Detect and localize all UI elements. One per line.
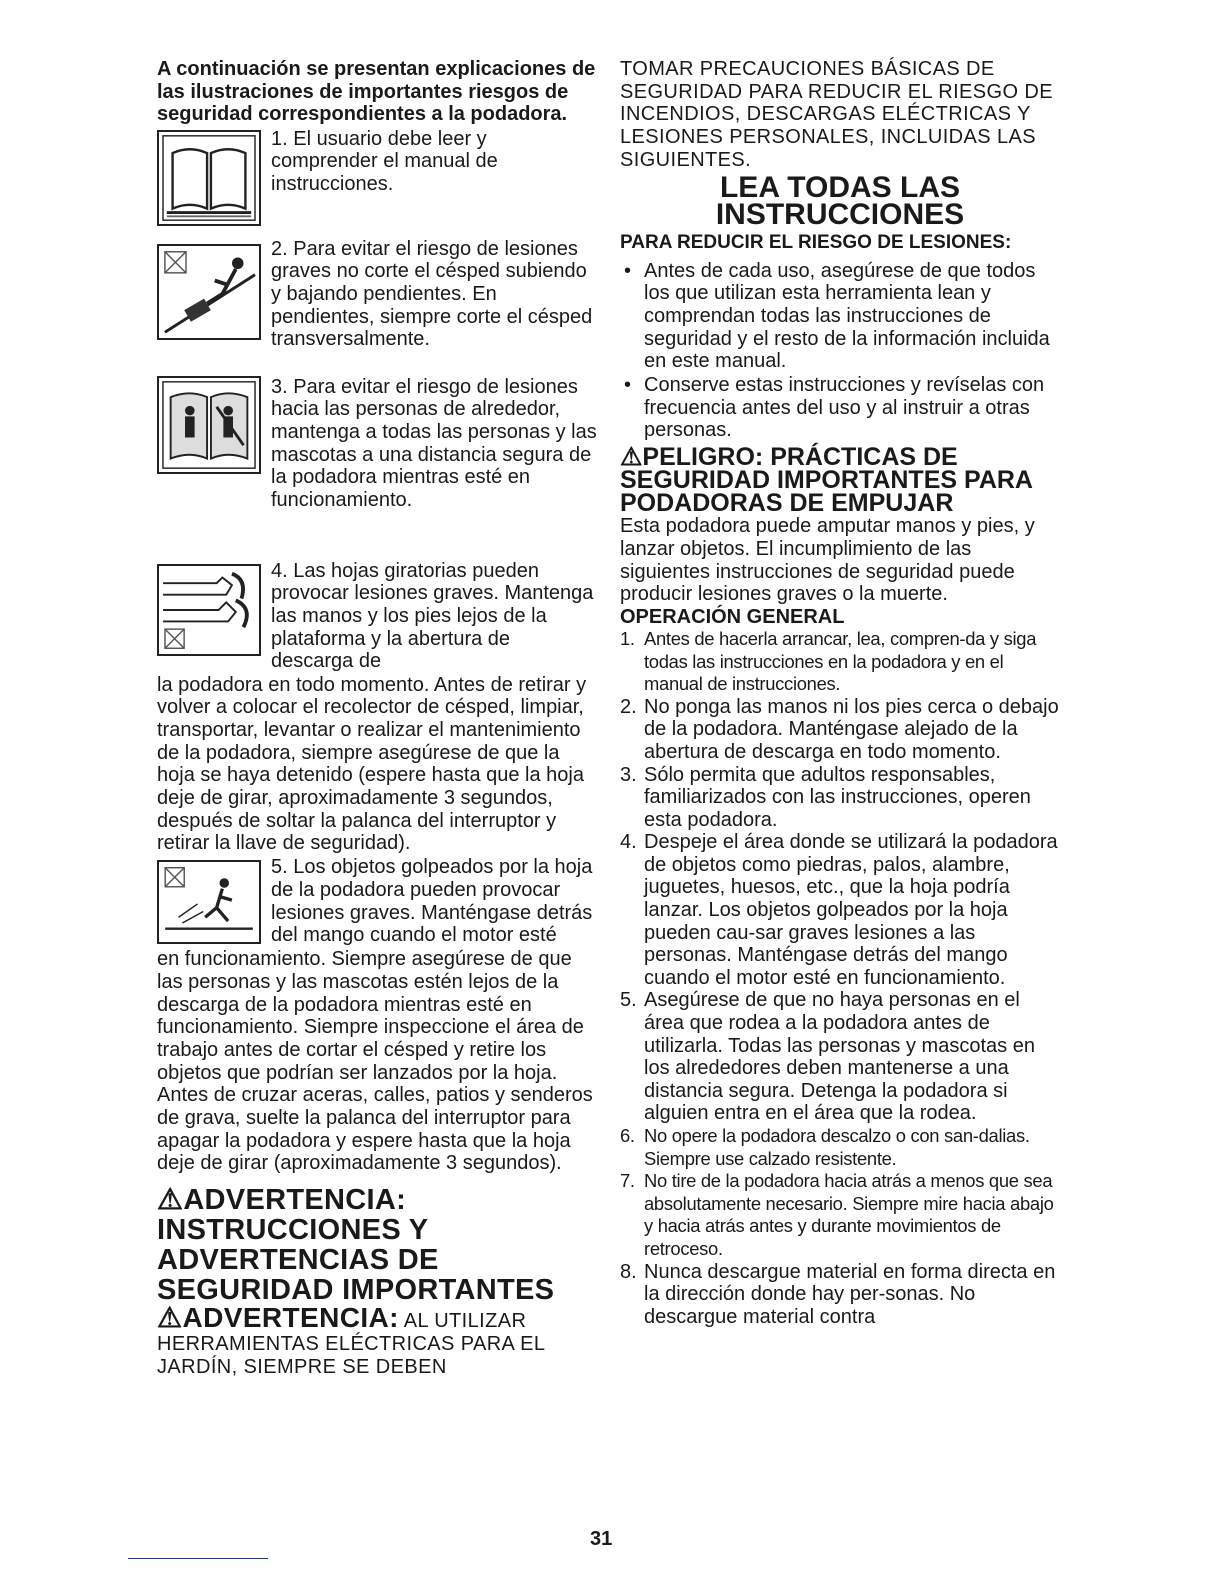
footer-rule [128, 1558, 268, 1559]
warning-label: ADVERTENCIA: [182, 1302, 399, 1334]
read-all-instructions-heading: LEA TODAS LAS INSTRUCCIONES [715, 170, 965, 231]
list-number: 3. [620, 763, 637, 786]
list-text: Nunca descargue material en forma directa en la dirección donde hay per-sonas. No descargue material contra [644, 1260, 1056, 1328]
list-text: No ponga las manos ni los pies cerca o debajo de la podadora. Manténgase alejado de la abertura de descarga en todo momento. [644, 695, 1059, 763]
list-item [620, 696, 1060, 764]
bullet-text: Antes de cada uso, asegúrese de que todos los que utilizan esta herramienta lean y comprendan todas las instrucciones de seguridad y el resto de la información incluida en este manual. [644, 259, 1050, 373]
list-number: 7. [620, 1170, 635, 1192]
bullet-marker: • [624, 259, 632, 282]
safety-item-1 [157, 128, 597, 238]
list-text: No opere la podadora descalzo o con san-dalias. Siempre use calzado resistente. [644, 1125, 1030, 1169]
list-number: 6. [620, 1125, 635, 1147]
list-item [620, 831, 1060, 989]
list-text: Antes de hacerla arrancar, lea, compren-da y siga todas las instrucciones en la podadora y en el manual de instrucciones. [644, 627, 1037, 695]
page-number: 31 [590, 1528, 613, 1550]
list-number: 1. [620, 627, 635, 649]
list-item [620, 1261, 1060, 1329]
list-text: Sólo permita que adultos responsables, familiarizados con las instrucciones, operen esta podadora. [644, 763, 1031, 831]
list-item [620, 628, 1060, 696]
safety-item-3 [157, 376, 597, 560]
list-number: 4. [620, 831, 637, 854]
danger-heading-text: PELIGRO: PRÁCTICAS DE SEGURIDAD IMPORTANTES PARA PODADORAS DE EMPUJAR [620, 443, 1033, 518]
safety-item-1-text: 1. El usuario debe leer y comprender el manual de instrucciones. [271, 127, 498, 195]
safety-item-5 [157, 856, 597, 948]
list-text: Despeje el área donde se utilizará la podadora de objetos como piedras, palos, alambre, juguetes, huesos, etc., que la hoja podría lanzar. Los objetos golpeados por la hoja pueden cau-sar graves lesiones a las personas. Manténgase detrás del mango cuando el motor esté en funcionamiento. [644, 831, 1058, 989]
slope-mowing-icon [157, 244, 261, 340]
list-number: 5. [620, 989, 637, 1012]
right-column [620, 58, 1060, 1328]
warning-heading-text: ADVERTENCIA: INSTRUCCIONES Y ADVERTENCIAS DE SEGURIDAD IMPORTANTES [157, 1184, 555, 1307]
intro-heading: A continuación se presentan explicaciones de las ilustraciones de importantes riesgos de seguridad correspondientes a la podadora. [157, 58, 596, 125]
rotating-blades-icon [157, 564, 261, 656]
precautions-text: TOMAR PRECAUCIONES BÁSICAS DE SEGURIDAD PARA REDUCIR EL RIESGO DE INCENDIOS, DESCARGAS ELÉCTRICAS Y LESIONES PERSONALES, INCLUIDAS LAS SIGUIENTES. [620, 58, 1053, 171]
bullet-item [620, 374, 1060, 442]
manual-book-icon [157, 130, 261, 226]
warning-power-tools-text: AL UTILIZAR HERRAMIENTAS ELÉCTRICAS PARA EL JARDÍN, SIEMPRE SE DEBEN [157, 1310, 545, 1378]
warning-triangle-icon-2: ⚠ [157, 1302, 183, 1334]
danger-body: Esta podadora puede amputar manos y pies, y lanzar objetos. El incumplimiento de las siguientes instrucciones de seguridad puede producir lesiones graves o la muerte. [620, 515, 1035, 606]
bullet-item [620, 260, 1060, 374]
list-item [620, 1125, 1060, 1170]
list-item [620, 1170, 1060, 1260]
general-operation-heading: OPERACIÓN GENERAL [620, 605, 845, 628]
danger-triangle-icon: ⚠ [620, 443, 643, 472]
list-number: 2. [620, 695, 637, 718]
warning-heading [157, 1185, 597, 1305]
safety-item-4-text: 4. Las hojas giratorias pueden provocar lesiones graves. Mantenga las manos y los pies lejos de la plataforma y la abertura de descarga de [271, 559, 594, 673]
safety-item-5-continued: en funcionamiento. Siempre asegúrese de que las personas y las mascotas estén lejos de la descarga de la podadora mientras esté en funcionamiento. Siempre inspeccione el área de trabajo antes de cortar el césped y retire los objetos que podrían ser lanzados por la hoja. Antes de cruzar aceras, calles, patios y senderos de grava, suelte la palanca del interruptor para apagar la podadora y espere hasta que la hoja deje de girar (aproximadamente 3 segundos). [157, 948, 593, 1175]
warning-power-tools [157, 1302, 597, 1378]
safety-item-5-text: 5. Los objetos golpeados por la hoja de la podadora pueden provocar lesiones graves. Manténgase detrás del mango cuando el motor esté [271, 856, 593, 947]
safety-item-2-text: 2. Para evitar el riesgo de lesiones graves no corte el césped subiendo y bajando pendientes. En pendientes, siempre corte el césped transversalmente. [271, 237, 593, 351]
list-item [620, 764, 1060, 832]
list-text: Asegúrese de que no haya personas en el área que rodea a la podadora antes de utilizarla. Todas las personas y mascotas en los alrededores deben mantenerse a una distancia segura. Detenga la podadora si alguien entra en el área que la rodea. [644, 989, 1035, 1125]
general-operation-list [620, 628, 1060, 1328]
left-column [157, 58, 597, 1378]
thrown-objects-icon [157, 860, 261, 944]
bullet-marker: • [624, 374, 632, 397]
safety-item-4 [157, 560, 597, 674]
list-number: 8. [620, 1260, 637, 1283]
safety-item-4-continued: la podadora en todo momento. Antes de retirar y volver a colocar el recolector de césped, limpiar, transportar, levantar o realizar el mantenimiento de la podadora, siempre asegúrese de que la hoja se haya detenido (espere hasta que la hoja deje de girar, aproximadamente 3 segundos, después de soltar la palanca del interruptor y retirar la llave de seguridad). [157, 673, 587, 855]
safety-item-2 [157, 238, 597, 376]
bystanders-icon [157, 376, 261, 474]
reduce-risk-heading: PARA REDUCIR EL RIESGO DE LESIONES: [620, 231, 1012, 253]
danger-heading [620, 443, 1060, 518]
list-item [620, 989, 1060, 1125]
warning-triangle-icon: ⚠ [157, 1184, 184, 1217]
bullet-text: Conserve estas instrucciones y revíselas con frecuencia antes del uso y al instruir a otras personas. [644, 374, 1045, 442]
list-text: No tire de la podadora hacia atrás a menos que sea absolutamente necesario. Siempre mire hacia abajo y hacia atrás antes y durante movimientos de retroceso. [644, 1170, 1054, 1259]
safety-item-3-text: 3. Para evitar el riesgo de lesiones hacia las personas de alrededor, mantenga a todas las personas y las mascotas a una distancia segura de la podadora mientras esté en funcionamiento. [271, 375, 597, 512]
